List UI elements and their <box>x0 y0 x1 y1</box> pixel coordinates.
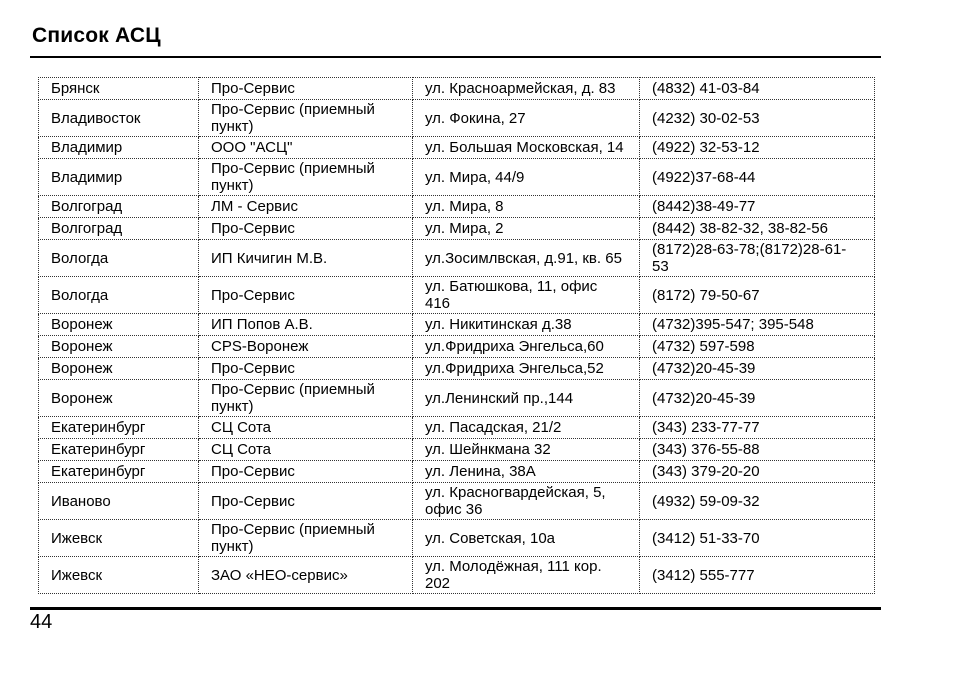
cell-service: ЛМ - Сервис <box>199 196 413 218</box>
cell-phone: (4922)37-68-44 <box>640 159 875 196</box>
cell-phone: (8172)28-63-78;(8172)28-61-53 <box>640 240 875 277</box>
cell-city: Владимир <box>39 137 199 159</box>
cell-service: ИП Попов А.В. <box>199 314 413 336</box>
cell-service: Про-Сервис (приемный пункт) <box>199 159 413 196</box>
cell-address: ул. Фокина, 27 <box>413 100 640 137</box>
table-row <box>39 314 875 336</box>
cell-phone: (4732)395-547; 395-548 <box>640 314 875 336</box>
table-row <box>39 196 875 218</box>
table-row <box>39 218 875 240</box>
page-title: Список АСЦ <box>32 24 161 47</box>
cell-city: Воронеж <box>39 314 199 336</box>
cell-phone: (8442)38-49-77 <box>640 196 875 218</box>
table-row <box>39 461 875 483</box>
cell-city: Владимир <box>39 159 199 196</box>
cell-address: ул. Красноармейская, д. 83 <box>413 78 640 100</box>
cell-phone: (4732)20-45-39 <box>640 380 875 417</box>
cell-address: ул. Мира, 44/9 <box>413 159 640 196</box>
cell-phone: (3412) 51-33-70 <box>640 520 875 557</box>
cell-city: Волгоград <box>39 218 199 240</box>
cell-address: ул. Большая Московская, 14 <box>413 137 640 159</box>
cell-service: Про-Сервис <box>199 218 413 240</box>
cell-service: Про-Сервис (приемный пункт) <box>199 100 413 137</box>
cell-phone: (8442) 38-82-32, 38-82-56 <box>640 218 875 240</box>
cell-city: Ижевск <box>39 557 199 594</box>
cell-city: Вологда <box>39 240 199 277</box>
cell-address: ул. Пасадская, 21/2 <box>413 417 640 439</box>
service-centers-table <box>38 77 875 594</box>
table-row <box>39 137 875 159</box>
cell-city: Волгоград <box>39 196 199 218</box>
cell-phone: (4922) 32-53-12 <box>640 137 875 159</box>
cell-phone: (8172) 79-50-67 <box>640 277 875 314</box>
cell-phone: (4232) 30-02-53 <box>640 100 875 137</box>
cell-service: Про-Сервис <box>199 358 413 380</box>
cell-service: Про-Сервис <box>199 483 413 520</box>
table-row <box>39 358 875 380</box>
cell-address: ул.Ленинский пр.,144 <box>413 380 640 417</box>
cell-phone: (4732)20-45-39 <box>640 358 875 380</box>
title-rule <box>30 56 881 58</box>
page-number: 44 <box>30 611 53 633</box>
cell-city: Иваново <box>39 483 199 520</box>
cell-address: ул. Советская, 10а <box>413 520 640 557</box>
cell-address: ул. Красногвардейская, 5, офис 36 <box>413 483 640 520</box>
cell-service: Про-Сервис <box>199 461 413 483</box>
cell-address: ул.Фридриха Энгельса,52 <box>413 358 640 380</box>
cell-service: СЦ Сота <box>199 417 413 439</box>
cell-city: Екатеринбург <box>39 439 199 461</box>
cell-city: Воронеж <box>39 380 199 417</box>
cell-city: Екатеринбург <box>39 461 199 483</box>
table-row <box>39 520 875 557</box>
table-row <box>39 277 875 314</box>
cell-city: Воронеж <box>39 358 199 380</box>
table-row <box>39 380 875 417</box>
table-row <box>39 557 875 594</box>
cell-address: ул. Мира, 2 <box>413 218 640 240</box>
cell-address: ул. Никитинская д.38 <box>413 314 640 336</box>
cell-address: ул.Фридриха Энгельса,60 <box>413 336 640 358</box>
table-row <box>39 439 875 461</box>
cell-phone: (4932) 59-09-32 <box>640 483 875 520</box>
cell-phone: (343) 233-77-77 <box>640 417 875 439</box>
cell-service: ИП Кичигин М.В. <box>199 240 413 277</box>
cell-service: Про-Сервис (приемный пункт) <box>199 520 413 557</box>
cell-address: ул. Ленина, 38А <box>413 461 640 483</box>
cell-address: ул. Шейнкмана 32 <box>413 439 640 461</box>
table-row <box>39 483 875 520</box>
cell-phone: (4732) 597-598 <box>640 336 875 358</box>
cell-city: Ижевск <box>39 520 199 557</box>
table-row <box>39 336 875 358</box>
cell-service: ЗАО «НЕО-сервис» <box>199 557 413 594</box>
cell-service: СЦ Сота <box>199 439 413 461</box>
table-row <box>39 100 875 137</box>
cell-phone: (4832) 41-03-84 <box>640 78 875 100</box>
cell-city: Екатеринбург <box>39 417 199 439</box>
cell-address: ул.Зосимлвская, д.91, кв. 65 <box>413 240 640 277</box>
cell-service: ООО "АСЦ" <box>199 137 413 159</box>
cell-service: Про-Сервис <box>199 78 413 100</box>
cell-address: ул. Мира, 8 <box>413 196 640 218</box>
footer-rule <box>30 607 881 610</box>
cell-city: Владивосток <box>39 100 199 137</box>
cell-phone: (343) 376-55-88 <box>640 439 875 461</box>
cell-phone: (343) 379-20-20 <box>640 461 875 483</box>
cell-address: ул. Молодёжная, 111 кор. 202 <box>413 557 640 594</box>
cell-city: Брянск <box>39 78 199 100</box>
table-row <box>39 240 875 277</box>
table-row <box>39 417 875 439</box>
cell-phone: (3412) 555-777 <box>640 557 875 594</box>
cell-service: Про-Сервис (приемный пункт) <box>199 380 413 417</box>
cell-city: Воронеж <box>39 336 199 358</box>
cell-city: Вологда <box>39 277 199 314</box>
table-row <box>39 159 875 196</box>
cell-service: CPS-Воронеж <box>199 336 413 358</box>
table-row <box>39 78 875 100</box>
cell-address: ул. Батюшкова, 11, офис 416 <box>413 277 640 314</box>
cell-service: Про-Сервис <box>199 277 413 314</box>
